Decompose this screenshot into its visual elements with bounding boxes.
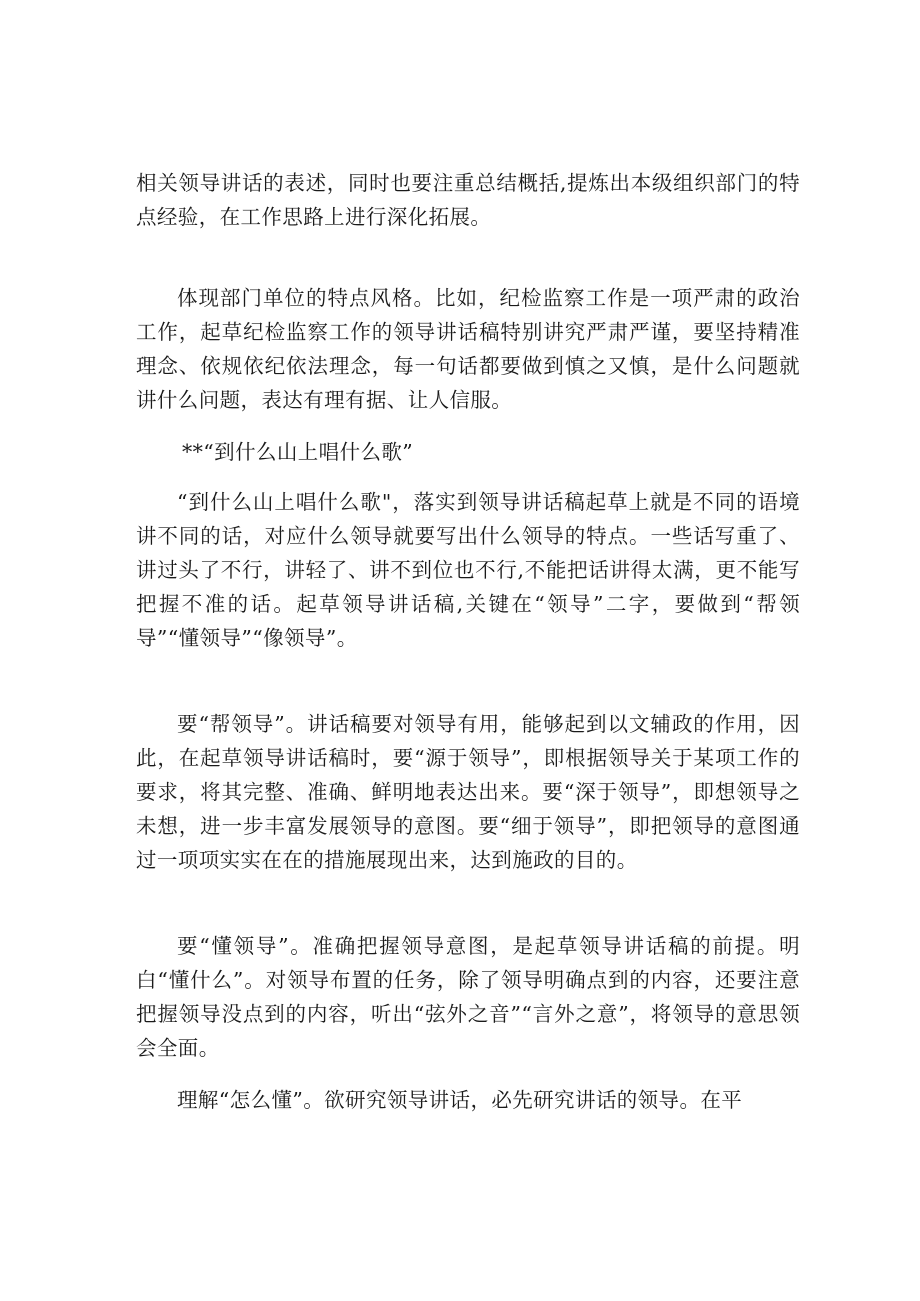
paragraph-how-to-understand: 理解“怎么懂”。欲研究领导讲话，必先研究讲话的领导。在平	[177, 1088, 743, 1112]
paragraph-sing-song: “到什么山上唱什么歌"，落实到领导讲话稿起草上就是不同的语境讲不同的话，对应什么领导就要写出什么领导的特点。一些话写重了、讲过头了不行，讲轻了、讲不到位也不行,不能把话讲得太满，更不能写把握不准的话。起草领导讲话稿,关键在“领导”二字，要做到“帮领导”“懂领导”“像领导”。	[136, 490, 800, 650]
paragraph-department-style: 体现部门单位的特点风格。比如，纪检监察工作是一项严肃的政治工作，起草纪检监察工作的领导讲话稿特别讲究严肃严谨，要坚持精准理念、依规依纪依法理念，每一句话都要做到慎之又慎，是什么问题就讲什么问题，表达有理有据、让人信服。	[136, 286, 800, 412]
paragraph-understand-leader: 要“懂领导”。准确把握领导意图，是起草领导讲话稿的前提。明白“懂什么”。对领导布置的任务，除了领导明确点到的内容，还要注意把握领导没点到的内容，听出“弦外之音”“言外之意”，将领导的意思领会全面。	[136, 934, 800, 1060]
paragraph-continuation: 相关领导讲话的表述，同时也要注重总结概括,提炼出本级组织部门的特点经验，在工作思路上进行深化拓展。	[136, 171, 800, 229]
section-heading: **“到什么山上唱什么歌”	[182, 440, 414, 464]
paragraph-help-leader: 要“帮领导”。讲话稿要对领导有用，能够起到以文辅政的作用，因此，在起草领导讲话稿时，要“源于领导”，即根据领导关于某项工作的要求，将其完整、准确、鲜明地表达出来。要“深于领导”，即想领导之未想，进一步丰富发展领导的意图。要“细于领导”，即把领导的意图通过一项项实实在在的措施展现出来，达到施政的目的。	[136, 712, 800, 872]
